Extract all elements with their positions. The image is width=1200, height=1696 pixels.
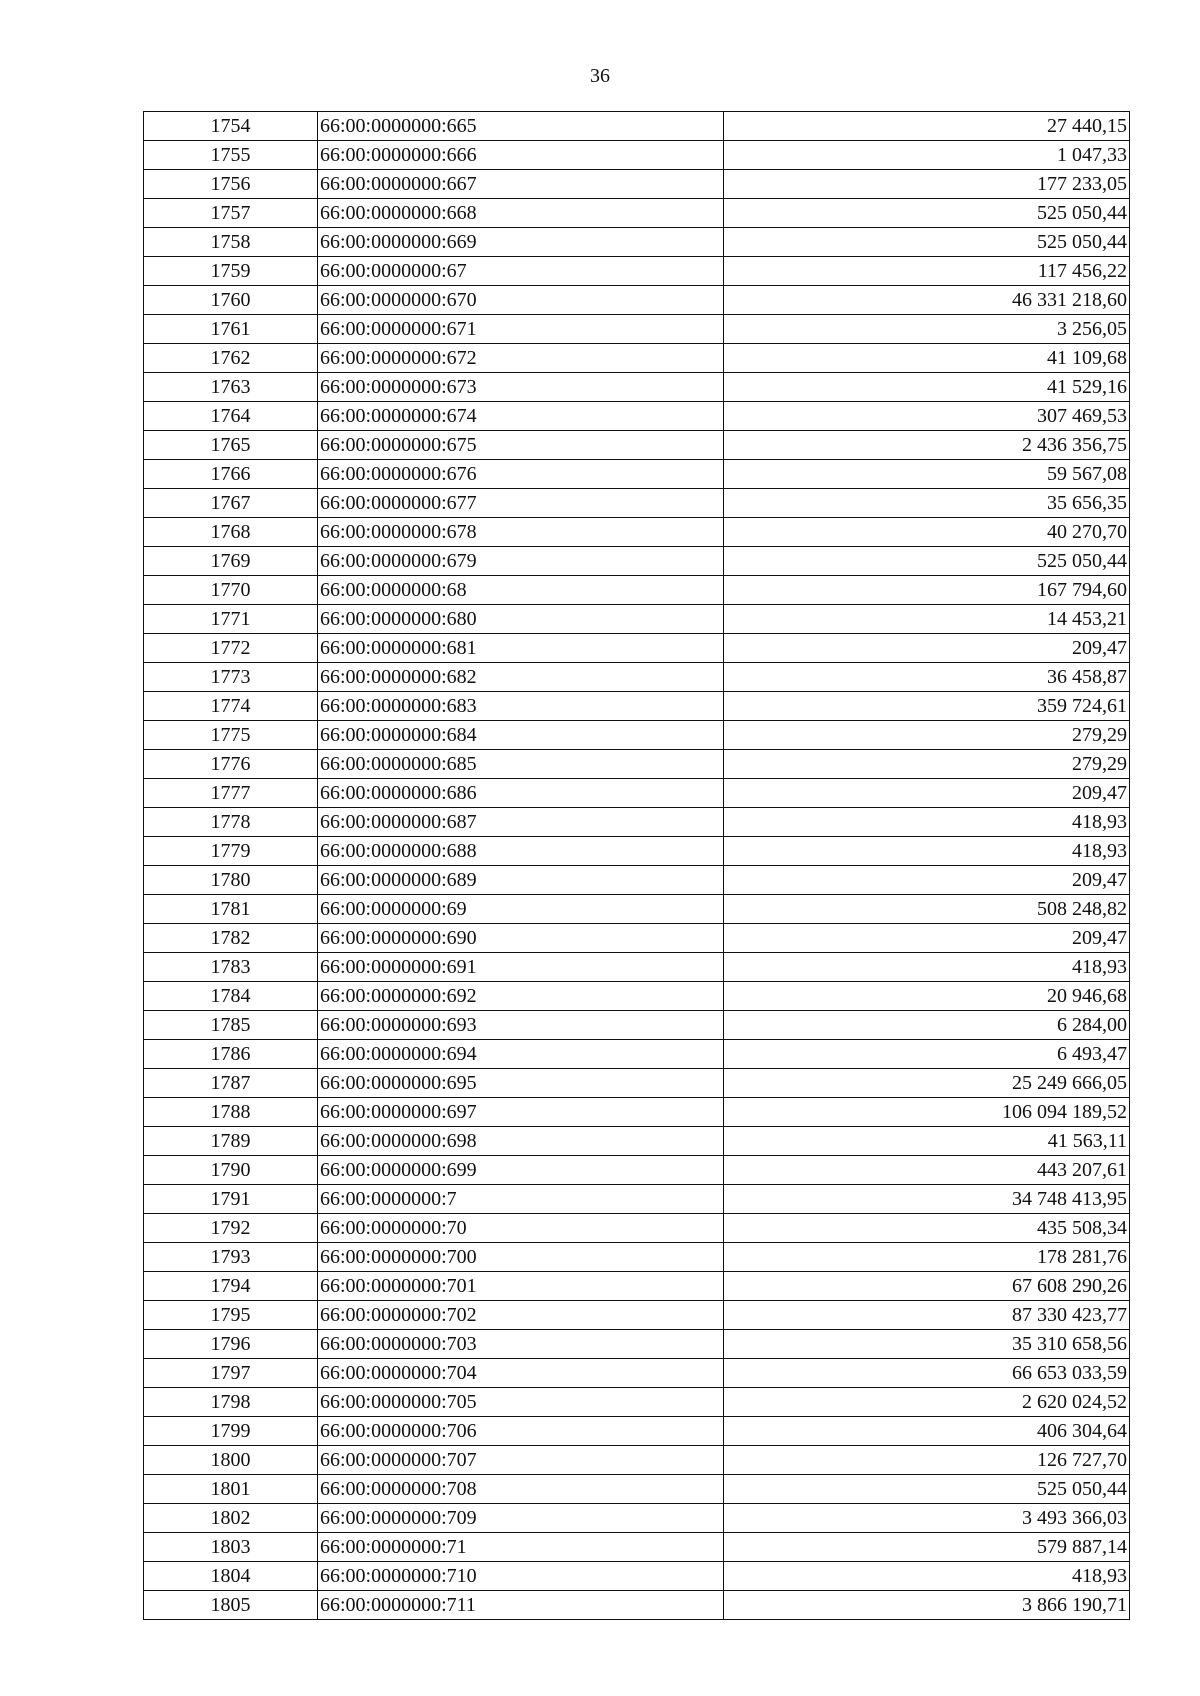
- table-row: [144, 663, 1130, 692]
- row-number-cell: 1785: [144, 1011, 318, 1040]
- cadastral-value-cell: 418,93: [724, 1562, 1130, 1591]
- cadastral-value-cell: 25 249 666,05: [724, 1069, 1130, 1098]
- cadastral-number-cell: 66:00:0000000:694: [318, 1040, 724, 1069]
- table-row: [144, 750, 1130, 779]
- cadastral-value-cell: 359 724,61: [724, 692, 1130, 721]
- cadastral-value-cell: 34 748 413,95: [724, 1185, 1130, 1214]
- cadastral-value-cell: 2 620 024,52: [724, 1388, 1130, 1417]
- table-row: [144, 518, 1130, 547]
- table-row: [144, 924, 1130, 953]
- cadastral-number-cell: 66:00:0000000:689: [318, 866, 724, 895]
- table-row: [144, 1417, 1130, 1446]
- table-row: [144, 286, 1130, 315]
- row-number-cell: 1801: [144, 1475, 318, 1504]
- row-number-cell: 1778: [144, 808, 318, 837]
- cadastral-value-cell: 209,47: [724, 924, 1130, 953]
- cadastral-number-cell: 66:00:0000000:705: [318, 1388, 724, 1417]
- table-row: [144, 1533, 1130, 1562]
- row-number-cell: 1780: [144, 866, 318, 895]
- row-number-cell: 1794: [144, 1272, 318, 1301]
- row-number-cell: 1764: [144, 402, 318, 431]
- cadastral-number-cell: 66:00:0000000:701: [318, 1272, 724, 1301]
- cadastral-number-cell: 66:00:0000000:675: [318, 431, 724, 460]
- table-row: [144, 112, 1130, 141]
- cadastral-number-cell: 66:00:0000000:7: [318, 1185, 724, 1214]
- table-row: [144, 866, 1130, 895]
- row-number-cell: 1786: [144, 1040, 318, 1069]
- row-number-cell: 1771: [144, 605, 318, 634]
- row-number-cell: 1756: [144, 170, 318, 199]
- cadastral-number-cell: 66:00:0000000:702: [318, 1301, 724, 1330]
- cadastral-value-cell: 508 248,82: [724, 895, 1130, 924]
- row-number-cell: 1776: [144, 750, 318, 779]
- row-number-cell: 1791: [144, 1185, 318, 1214]
- row-number-cell: 1804: [144, 1562, 318, 1591]
- cadastral-number-cell: 66:00:0000000:678: [318, 518, 724, 547]
- table-row: [144, 953, 1130, 982]
- cadastral-number-cell: 66:00:0000000:686: [318, 779, 724, 808]
- cadastral-number-cell: 66:00:0000000:671: [318, 315, 724, 344]
- cadastral-value-cell: 406 304,64: [724, 1417, 1130, 1446]
- cadastral-value-cell: 525 050,44: [724, 228, 1130, 257]
- cadastral-value-cell: 41 109,68: [724, 344, 1130, 373]
- cadastral-number-cell: 66:00:0000000:707: [318, 1446, 724, 1475]
- cadastral-number-cell: 66:00:0000000:669: [318, 228, 724, 257]
- row-number-cell: 1782: [144, 924, 318, 953]
- cadastral-number-cell: 66:00:0000000:667: [318, 170, 724, 199]
- row-number-cell: 1777: [144, 779, 318, 808]
- row-number-cell: 1765: [144, 431, 318, 460]
- cadastral-value-cell: 443 207,61: [724, 1156, 1130, 1185]
- cadastral-value-cell: 6 493,47: [724, 1040, 1130, 1069]
- cadastral-value-cell: 177 233,05: [724, 170, 1130, 199]
- row-number-cell: 1784: [144, 982, 318, 1011]
- row-number-cell: 1754: [144, 112, 318, 141]
- row-number-cell: 1763: [144, 373, 318, 402]
- table-row: [144, 1591, 1130, 1620]
- row-number-cell: 1755: [144, 141, 318, 170]
- table-row: [144, 634, 1130, 663]
- cadastral-number-cell: 66:00:0000000:683: [318, 692, 724, 721]
- table-row: [144, 1214, 1130, 1243]
- table-row: [144, 199, 1130, 228]
- table-row: [144, 373, 1130, 402]
- cadastral-value-cell: 1 047,33: [724, 141, 1130, 170]
- row-number-cell: 1768: [144, 518, 318, 547]
- cadastral-number-cell: 66:00:0000000:70: [318, 1214, 724, 1243]
- row-number-cell: 1766: [144, 460, 318, 489]
- table-row: [144, 1040, 1130, 1069]
- table-row: [144, 1156, 1130, 1185]
- row-number-cell: 1779: [144, 837, 318, 866]
- table-row: [144, 1011, 1130, 1040]
- cadastral-number-cell: 66:00:0000000:68: [318, 576, 724, 605]
- cadastral-number-cell: 66:00:0000000:673: [318, 373, 724, 402]
- table-row: [144, 982, 1130, 1011]
- cadastral-value-cell: 209,47: [724, 634, 1130, 663]
- cadastral-number-cell: 66:00:0000000:672: [318, 344, 724, 373]
- table-row: [144, 779, 1130, 808]
- cadastral-number-cell: 66:00:0000000:710: [318, 1562, 724, 1591]
- row-number-cell: 1769: [144, 547, 318, 576]
- cadastral-value-cell: 35 656,35: [724, 489, 1130, 518]
- cadastral-value-cell: 209,47: [724, 779, 1130, 808]
- cadastral-value-cell: 525 050,44: [724, 547, 1130, 576]
- row-number-cell: 1772: [144, 634, 318, 663]
- cadastral-value-cell: 279,29: [724, 721, 1130, 750]
- row-number-cell: 1789: [144, 1127, 318, 1156]
- row-number-cell: 1802: [144, 1504, 318, 1533]
- row-number-cell: 1775: [144, 721, 318, 750]
- table-row: [144, 1243, 1130, 1272]
- table-row: [144, 547, 1130, 576]
- row-number-cell: 1781: [144, 895, 318, 924]
- row-number-cell: 1805: [144, 1591, 318, 1620]
- table-body: [144, 112, 1130, 1620]
- table-row: [144, 692, 1130, 721]
- cadastral-number-cell: 66:00:0000000:698: [318, 1127, 724, 1156]
- cadastral-number-cell: 66:00:0000000:700: [318, 1243, 724, 1272]
- cadastral-value-cell: 117 456,22: [724, 257, 1130, 286]
- cadastral-value-cell: 67 608 290,26: [724, 1272, 1130, 1301]
- row-number-cell: 1758: [144, 228, 318, 257]
- cadastral-value-cell: 59 567,08: [724, 460, 1130, 489]
- cadastral-value-cell: 36 458,87: [724, 663, 1130, 692]
- cadastral-number-cell: 66:00:0000000:685: [318, 750, 724, 779]
- row-number-cell: 1790: [144, 1156, 318, 1185]
- row-number-cell: 1762: [144, 344, 318, 373]
- table-row: [144, 1127, 1130, 1156]
- cadastral-value-cell: 418,93: [724, 837, 1130, 866]
- cadastral-number-cell: 66:00:0000000:706: [318, 1417, 724, 1446]
- table-row: [144, 489, 1130, 518]
- cadastral-value-cell: 66 653 033,59: [724, 1359, 1130, 1388]
- cadastral-value-cell: 2 436 356,75: [724, 431, 1130, 460]
- cadastral-number-cell: 66:00:0000000:677: [318, 489, 724, 518]
- table-row: [144, 1388, 1130, 1417]
- table-row: [144, 605, 1130, 634]
- cadastral-number-cell: 66:00:0000000:682: [318, 663, 724, 692]
- cadastral-value-cell: 167 794,60: [724, 576, 1130, 605]
- cadastral-value-cell: 6 284,00: [724, 1011, 1130, 1040]
- cadastral-value-cell: 209,47: [724, 866, 1130, 895]
- table-row: [144, 837, 1130, 866]
- cadastral-number-cell: 66:00:0000000:709: [318, 1504, 724, 1533]
- cadastral-number-cell: 66:00:0000000:680: [318, 605, 724, 634]
- cadastral-number-cell: 66:00:0000000:687: [318, 808, 724, 837]
- cadastral-value-cell: 307 469,53: [724, 402, 1130, 431]
- row-number-cell: 1787: [144, 1069, 318, 1098]
- cadastral-number-cell: 66:00:0000000:690: [318, 924, 724, 953]
- table-row: [144, 808, 1130, 837]
- row-number-cell: 1788: [144, 1098, 318, 1127]
- cadastral-number-cell: 66:00:0000000:711: [318, 1591, 724, 1620]
- cadastral-value-cell: 579 887,14: [724, 1533, 1130, 1562]
- cadastral-number-cell: 66:00:0000000:668: [318, 199, 724, 228]
- row-number-cell: 1799: [144, 1417, 318, 1446]
- row-number-cell: 1759: [144, 257, 318, 286]
- cadastral-number-cell: 66:00:0000000:703: [318, 1330, 724, 1359]
- row-number-cell: 1761: [144, 315, 318, 344]
- cadastral-number-cell: 66:00:0000000:681: [318, 634, 724, 663]
- table-row: [144, 576, 1130, 605]
- cadastral-value-cell: 41 563,11: [724, 1127, 1130, 1156]
- table-row: [144, 1069, 1130, 1098]
- cadastral-number-cell: 66:00:0000000:691: [318, 953, 724, 982]
- cadastral-number-cell: 66:00:0000000:676: [318, 460, 724, 489]
- row-number-cell: 1773: [144, 663, 318, 692]
- table-row: [144, 170, 1130, 199]
- cadastral-number-cell: 66:00:0000000:684: [318, 721, 724, 750]
- cadastral-number-cell: 66:00:0000000:693: [318, 1011, 724, 1040]
- row-number-cell: 1783: [144, 953, 318, 982]
- table-row: [144, 1446, 1130, 1475]
- row-number-cell: 1760: [144, 286, 318, 315]
- row-number-cell: 1798: [144, 1388, 318, 1417]
- cadastral-number-cell: 66:00:0000000:688: [318, 837, 724, 866]
- cadastral-value-cell: 41 529,16: [724, 373, 1130, 402]
- page-number: 36: [590, 65, 610, 87]
- table-row: [144, 402, 1130, 431]
- cadastral-number-cell: 66:00:0000000:692: [318, 982, 724, 1011]
- row-number-cell: 1800: [144, 1446, 318, 1475]
- cadastral-value-cell: 418,93: [724, 953, 1130, 982]
- table-row: [144, 1098, 1130, 1127]
- table-row: [144, 1475, 1130, 1504]
- table-row: [144, 1272, 1130, 1301]
- cadastral-value-cell: 525 050,44: [724, 1475, 1130, 1504]
- cadastral-number-cell: 66:00:0000000:666: [318, 141, 724, 170]
- cadastral-value-cell: 3 866 190,71: [724, 1591, 1130, 1620]
- row-number-cell: 1803: [144, 1533, 318, 1562]
- table-row: [144, 460, 1130, 489]
- cadastral-value-cell: 3 493 366,03: [724, 1504, 1130, 1533]
- row-number-cell: 1792: [144, 1214, 318, 1243]
- cadastral-value-cell: 35 310 658,56: [724, 1330, 1130, 1359]
- cadastral-value-cell: 27 440,15: [724, 112, 1130, 141]
- cadastral-value-cell: 106 094 189,52: [724, 1098, 1130, 1127]
- cadastral-value-cell: 87 330 423,77: [724, 1301, 1130, 1330]
- cadastral-number-cell: 66:00:0000000:670: [318, 286, 724, 315]
- cadastral-value-cell: 14 453,21: [724, 605, 1130, 634]
- table-row: [144, 228, 1130, 257]
- cadastral-value-cell: 435 508,34: [724, 1214, 1130, 1243]
- row-number-cell: 1797: [144, 1359, 318, 1388]
- table-row: [144, 895, 1130, 924]
- cadastral-number-cell: 66:00:0000000:695: [318, 1069, 724, 1098]
- table-row: [144, 1504, 1130, 1533]
- cadastral-number-cell: 66:00:0000000:67: [318, 257, 724, 286]
- table-row: [144, 1562, 1130, 1591]
- cadastral-number-cell: 66:00:0000000:679: [318, 547, 724, 576]
- row-number-cell: 1795: [144, 1301, 318, 1330]
- cadastral-number-cell: 66:00:0000000:699: [318, 1156, 724, 1185]
- cadastral-number-cell: 66:00:0000000:708: [318, 1475, 724, 1504]
- table-row: [144, 431, 1130, 460]
- cadastral-value-cell: 525 050,44: [724, 199, 1130, 228]
- row-number-cell: 1796: [144, 1330, 318, 1359]
- table-row: [144, 721, 1130, 750]
- cadastral-value-cell: 279,29: [724, 750, 1130, 779]
- table-row: [144, 1301, 1130, 1330]
- cadastral-value-cell: 418,93: [724, 808, 1130, 837]
- cadastral-number-cell: 66:00:0000000:674: [318, 402, 724, 431]
- cadastral-number-cell: 66:00:0000000:704: [318, 1359, 724, 1388]
- table-row: [144, 1185, 1130, 1214]
- cadastral-number-cell: 66:00:0000000:665: [318, 112, 724, 141]
- cadastral-number-cell: 66:00:0000000:697: [318, 1098, 724, 1127]
- cadastral-value-table: [143, 111, 1130, 1620]
- cadastral-value-cell: 46 331 218,60: [724, 286, 1130, 315]
- row-number-cell: 1774: [144, 692, 318, 721]
- cadastral-number-cell: 66:00:0000000:69: [318, 895, 724, 924]
- table-row: [144, 141, 1130, 170]
- cadastral-value-cell: 40 270,70: [724, 518, 1130, 547]
- cadastral-value-cell: 3 256,05: [724, 315, 1130, 344]
- table-row: [144, 1359, 1130, 1388]
- table-row: [144, 344, 1130, 373]
- table-row: [144, 1330, 1130, 1359]
- row-number-cell: 1757: [144, 199, 318, 228]
- cadastral-value-cell: 126 727,70: [724, 1446, 1130, 1475]
- table-row: [144, 315, 1130, 344]
- cadastral-number-cell: 66:00:0000000:71: [318, 1533, 724, 1562]
- table-row: [144, 257, 1130, 286]
- row-number-cell: 1767: [144, 489, 318, 518]
- row-number-cell: 1770: [144, 576, 318, 605]
- cadastral-value-cell: 20 946,68: [724, 982, 1130, 1011]
- cadastral-value-cell: 178 281,76: [724, 1243, 1130, 1272]
- row-number-cell: 1793: [144, 1243, 318, 1272]
